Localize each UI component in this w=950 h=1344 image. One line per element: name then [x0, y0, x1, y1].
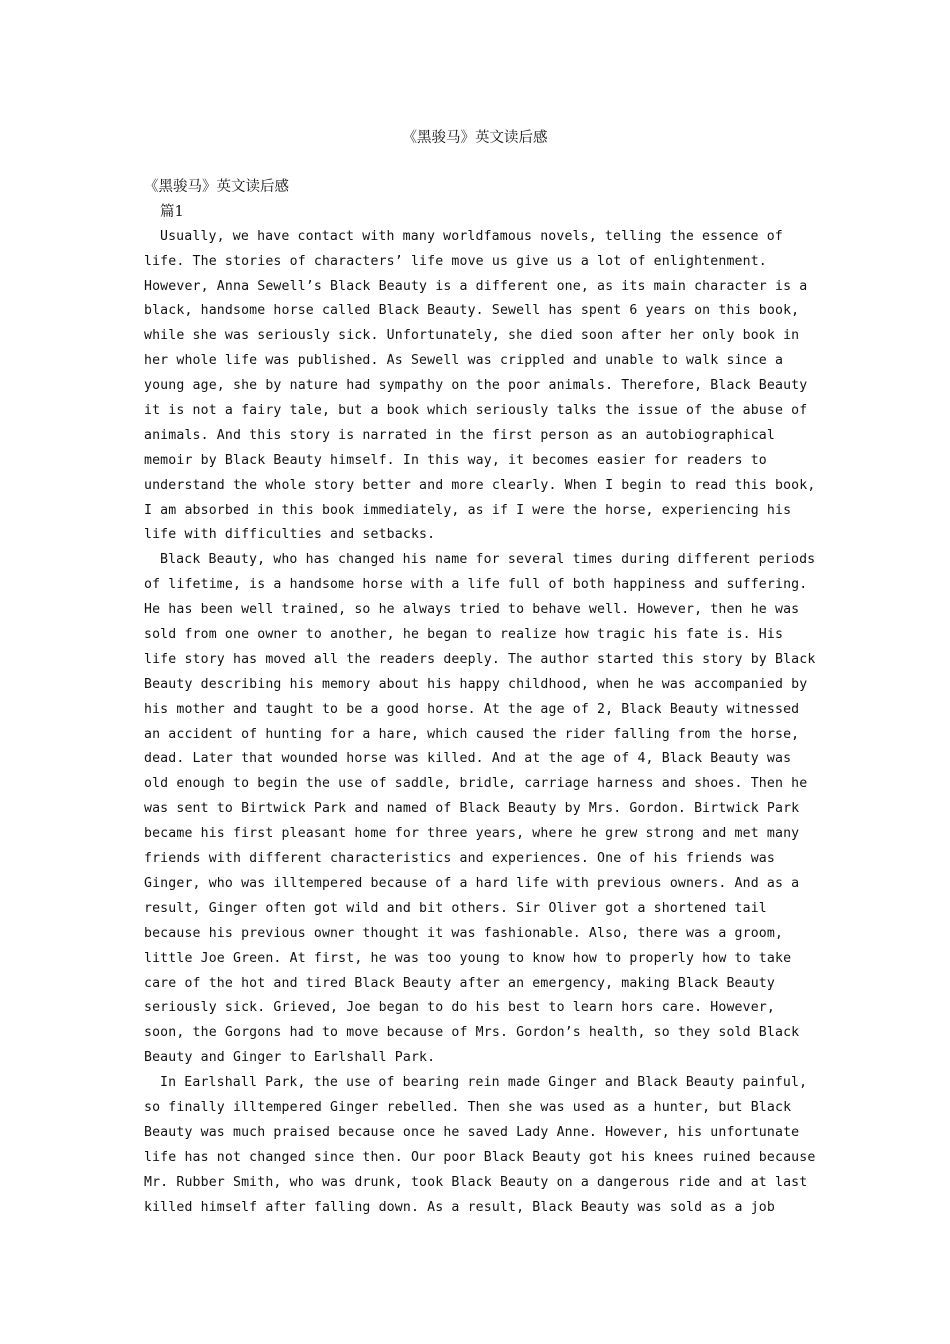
paragraph-line: her whole life was published. As Sewell was crippled and unable to walk since a — [144, 353, 784, 369]
paragraph-line: life. The stories of characters’ life move us give us a lot of enlightenment. — [144, 253, 767, 269]
paragraph-line: In Earlshall Park, the use of bearing rein made Ginger and Black Beauty painful, — [160, 1075, 808, 1091]
document-body — [144, 175, 814, 1220]
paragraph-line: his mother and taught to be a good horse. At the age of 2, Black Beauty witnessed — [144, 701, 800, 717]
paragraph — [144, 1071, 814, 1220]
paragraph-line: killed himself after falling down. As a result, Black Beauty was sold as a job — [144, 1199, 775, 1215]
paragraph-line: sold from one owner to another, he began to realize how tragic his fate is. His — [144, 627, 784, 643]
paragraph-line: dead. Later that wounded horse was killed. And at the age of 4, Black Beauty was — [144, 751, 792, 767]
paragraph-line: an accident of hunting for a hare, which caused the rider falling from the horse, — [144, 726, 800, 742]
paragraph-line: He has been well trained, so he always tried to behave well. However, then he was — [144, 602, 800, 618]
document-title: 《黑骏马》英文读后感 — [402, 130, 548, 146]
paragraph-line: Usually, we have contact with many worldfamous novels, telling the essence of — [160, 228, 783, 244]
paragraph-line: Beauty and Ginger to Earlshall Park. — [144, 1050, 436, 1066]
paragraph-line: memoir by Black Beauty himself. In this way, it becomes easier for readers to — [144, 452, 767, 468]
paragraph-list — [144, 225, 814, 1221]
paragraph-line: result, Ginger often got wild and bit others. Sir Oliver got a shortened tail — [144, 900, 767, 916]
paragraph-line: life has not changed since then. Our poor Black Beauty got his knees ruined because — [144, 1149, 816, 1165]
paragraph-line: Black Beauty, who has changed his name for several times during different periods — [160, 552, 816, 568]
paragraph-line: Mr. Rubber Smith, who was drunk, took Black Beauty on a dangerous ride and at last — [144, 1174, 808, 1190]
paragraph-line: life story has moved all the readers deeply. The author started this story by Black — [144, 651, 816, 667]
paragraph — [144, 225, 814, 549]
paragraph-line: of lifetime, is a handsome horse with a life full of both happiness and suffering. — [144, 577, 808, 593]
paragraph-line: while she was seriously sick. Unfortunately, she died soon after her only book in — [144, 328, 800, 344]
paragraph-line: I am absorbed in this book immediately, as if I were the horse, experiencing his — [144, 502, 792, 518]
paragraph-line: old enough to begin the use of saddle, bridle, carriage harness and shoes. Then he — [144, 776, 808, 792]
paragraph-line: Ginger, who was illtempered because of a hard life with previous owners. And as a — [144, 875, 800, 891]
paragraph — [144, 548, 814, 1071]
paragraph-line: animals. And this story is narrated in the first person as an autobiographical — [144, 427, 775, 443]
paragraph-line: black, handsome horse called Black Beauty. Sewell has spent 6 years on this book, — [144, 303, 800, 319]
paragraph-line: Beauty describing his memory about his happy childhood, when he was accompanied by — [144, 676, 808, 692]
document-subtitle: 《黑骏马》英文读后感 — [144, 179, 289, 195]
paragraph-line: life with difficulties and setbacks. — [144, 527, 436, 543]
paragraph-line: was sent to Birtwick Park and named of Black Beauty by Mrs. Gordon. Birtwick Park — [144, 801, 800, 817]
paragraph-line: became his first pleasant home for three years, where he grew strong and met many — [144, 826, 800, 842]
paragraph-line: seriously sick. Grieved, Joe began to do his best to learn hors care. However, — [144, 1000, 775, 1016]
paragraph-line: friends with different characteristics and experiences. One of his friends was — [144, 851, 775, 867]
paragraph-line: care of the hot and tired Black Beauty after an emergency, making Black Beauty — [144, 975, 775, 991]
paragraph-line: understand the whole story better and more clearly. When I begin to read this book, — [144, 477, 816, 493]
paragraph-line: so finally illtempered Ginger rebelled. Then she was used as a hunter, but Black — [144, 1099, 792, 1115]
paragraph-line: soon, the Gorgons had to move because of Mrs. Gordon’s health, so they sold Black — [144, 1025, 800, 1041]
paragraph-line: However, Anna Sewell’s Black Beauty is a different one, as its main character is a — [144, 278, 808, 294]
paragraph-line: young age, she by nature had sympathy on the poor animals. Therefore, Black Beauty — [144, 378, 808, 394]
paragraph-line: Beauty was much praised because once he saved Lady Anne. However, his unfortunate — [144, 1124, 800, 1140]
paragraph-line: little Joe Green. At first, he was too young to know how to properly how to take — [144, 950, 792, 966]
paragraph-line: it is not a fairy tale, but a book which seriously talks the issue of the abuse of — [144, 403, 808, 419]
section-label: 篇1 — [160, 203, 184, 220]
paragraph-line: because his previous owner thought it was fashionable. Also, there was a groom, — [144, 925, 784, 941]
